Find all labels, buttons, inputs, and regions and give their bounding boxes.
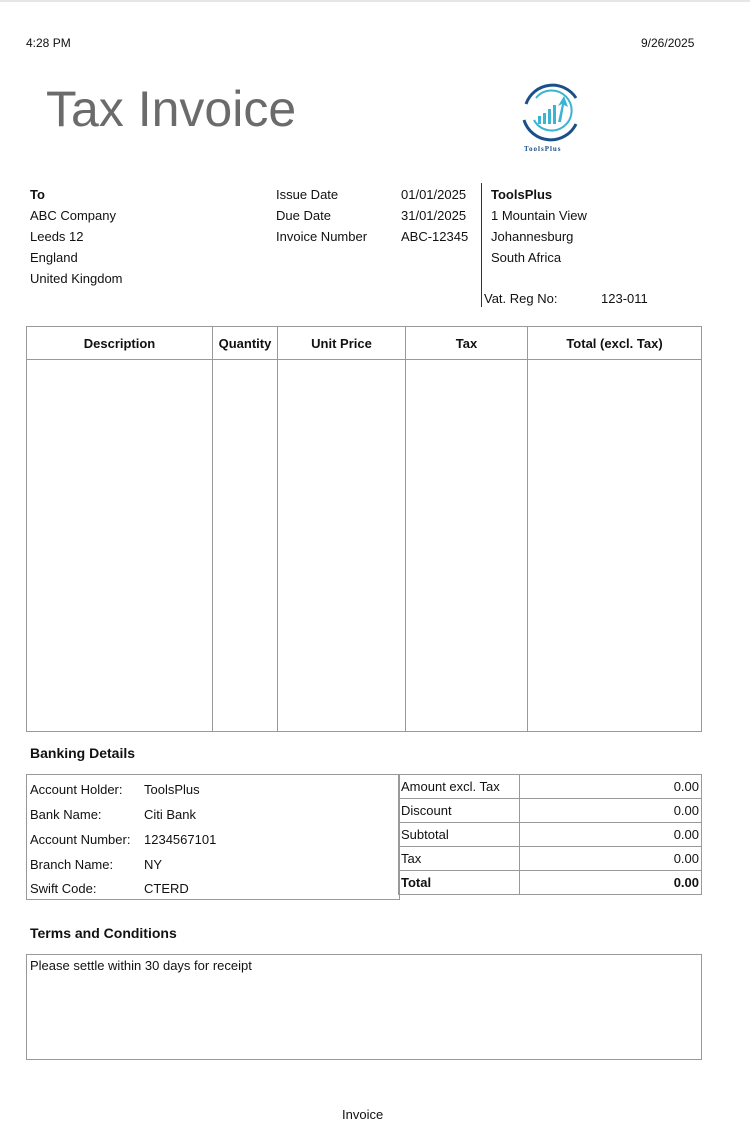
bank-value: 1234567101	[144, 832, 217, 847]
totals-label: Discount	[399, 799, 520, 823]
to-line: ABC Company	[30, 208, 116, 223]
column-header-total: Total (excl. Tax)	[528, 327, 702, 360]
from-line: South Africa	[491, 250, 562, 265]
toolsplus-logo-icon	[518, 80, 582, 144]
bank-label: Branch Name:	[30, 857, 114, 872]
page-title: Tax Invoice	[46, 81, 297, 137]
issue-date-label: Issue Date	[276, 187, 339, 202]
banking-row	[30, 807, 196, 823]
bank-value: ToolsPlus	[144, 782, 200, 797]
bank-label: Swift Code:	[30, 881, 97, 896]
from-name: ToolsPlus	[491, 187, 553, 202]
totals-value: 0.00	[520, 847, 702, 871]
totals-value: 0.00	[520, 775, 702, 799]
bank-label: Bank Name:	[30, 807, 102, 822]
invoice-number-label: Invoice Number	[276, 229, 368, 244]
to-line: England	[30, 250, 78, 265]
bank-value: Citi Bank	[144, 807, 197, 822]
totals-label: Amount excl. Tax	[399, 775, 520, 799]
cell	[278, 360, 406, 732]
banking-row	[30, 881, 189, 897]
totals-label: Tax	[399, 847, 520, 871]
issue-date-value: 01/01/2025	[401, 187, 467, 202]
to-line: United Kingdom	[30, 271, 123, 286]
bank-label: Account Holder:	[30, 782, 123, 797]
column-header-description: Description	[27, 327, 213, 360]
to-label: To	[30, 187, 45, 202]
invoice-number-value: ABC-12345	[401, 229, 469, 244]
to-line: Leeds 12	[30, 229, 84, 244]
bank-value: CTERD	[144, 881, 189, 896]
banking-row	[30, 857, 162, 873]
column-header-unit-price: Unit Price	[278, 327, 406, 360]
cell	[406, 360, 528, 732]
terms-text: Please settle within 30 days for receipt	[30, 958, 252, 973]
column-header-tax: Tax	[406, 327, 528, 360]
totals-label: Subtotal	[399, 823, 520, 847]
footer-label: Invoice	[342, 1107, 384, 1122]
banking-row	[30, 782, 200, 798]
print-date: 9/26/2025	[641, 36, 695, 50]
items-table	[26, 326, 702, 732]
cell	[27, 360, 213, 732]
vat-value: 123-011	[601, 291, 648, 306]
bank-label: Account Number:	[30, 832, 131, 847]
due-date-label: Due Date	[276, 208, 331, 223]
total-label: Total	[399, 871, 520, 895]
from-line: Johannesburg	[491, 229, 574, 244]
due-date-value: 31/01/2025	[401, 208, 467, 223]
cell	[213, 360, 278, 732]
bank-value: NY	[144, 857, 163, 872]
logo-text: ToolsPlus	[524, 145, 562, 153]
totals-value: 0.00	[520, 823, 702, 847]
terms-title: Terms and Conditions	[30, 925, 177, 941]
banking-title: Banking Details	[30, 745, 136, 761]
divider	[481, 183, 482, 307]
print-time: 4:28 PM	[26, 36, 71, 50]
column-header-quantity: Quantity	[213, 327, 278, 360]
vat-label: Vat. Reg No:	[484, 291, 558, 306]
cell	[528, 360, 702, 732]
from-line: 1 Mountain View	[491, 208, 587, 223]
totals-table	[398, 774, 702, 895]
total-value: 0.00	[520, 871, 702, 895]
totals-value: 0.00	[520, 799, 702, 823]
banking-row	[30, 832, 216, 848]
